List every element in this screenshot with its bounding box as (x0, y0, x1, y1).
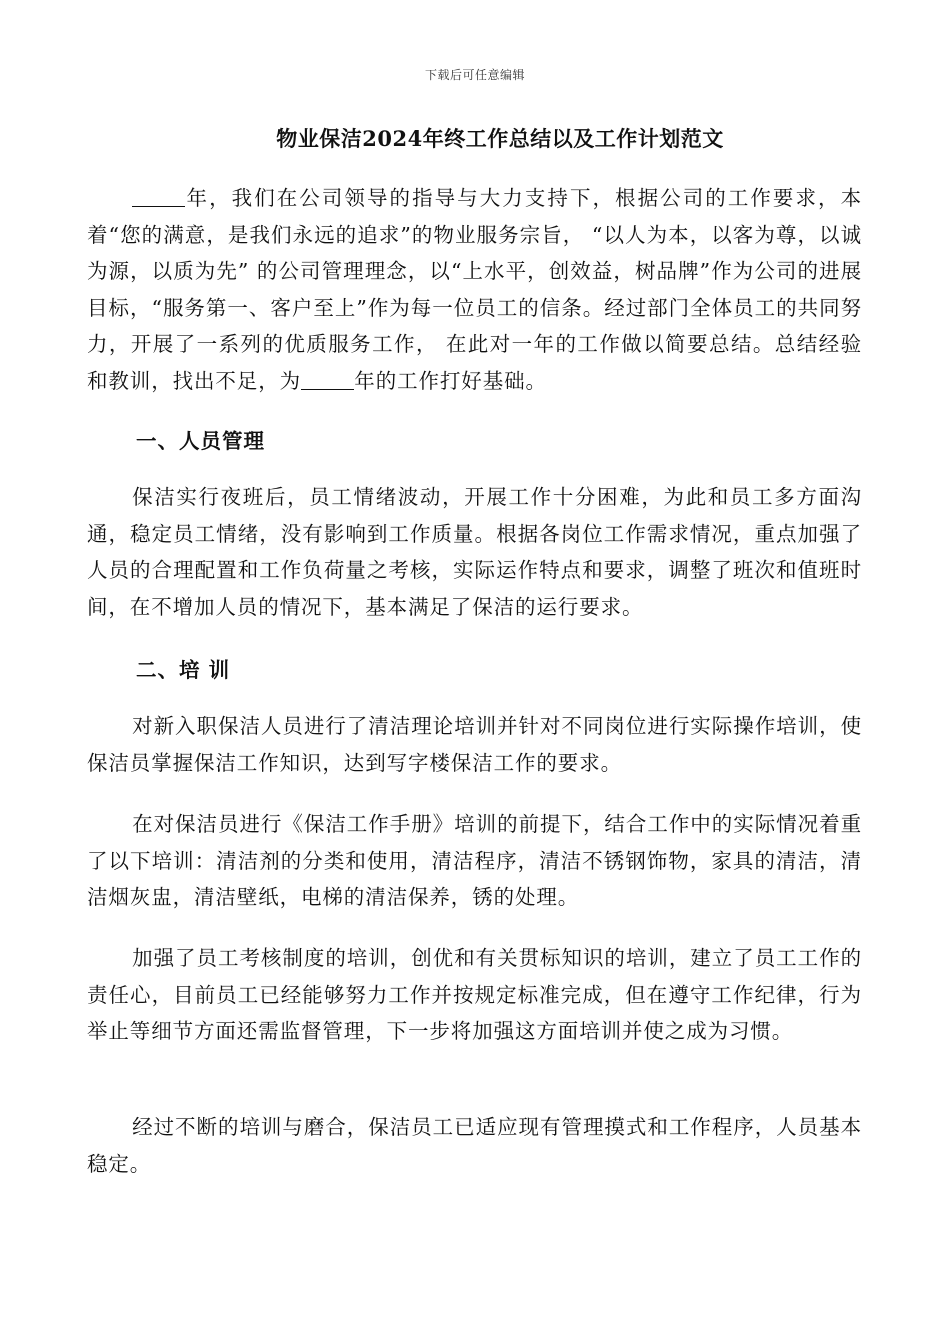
intro-paragraph (87, 180, 862, 399)
intro-text-part-2: 年的工作打好基础。 (354, 368, 547, 393)
training-paragraph: 加强了员工考核制度的培训，创优和有关贯标知识的培训，建立了员工工作的责任心，目前员工已经能够努力工作并按规定标准完成，但在遵守工作纪律，行为举止等细节方面还需监督管理，下一步将加强这方面培训并使之成为习惯。 (87, 946, 862, 1043)
training-paragraph: 在对保洁员进行《保洁工作手册》培训的前提下，结合工作中的实际情况着重了以下培训：清洁剂的分类和使用，清洁程序，清洁不锈钢饰物，家具的清洁，清洁烟灰盅，清洁壁纸，电梯的清洁保养，锈的处理。 (87, 812, 862, 909)
document-title: 物业保洁2024年终工作总结以及工作计划范文 (276, 126, 724, 151)
year-blank (301, 368, 354, 390)
section-heading-training: 二、培 训 (136, 658, 231, 682)
training-paragraph: 对新入职保洁人员进行了清洁理论培训并针对不同岗位进行实际操作培训，使保洁员掌握保洁工作知识，达到写字楼保洁工作的要求。 (87, 714, 862, 775)
year-blank (132, 186, 185, 208)
personnel-paragraph: 保洁实行夜班后，员工情绪波动，开展工作十分困难，为此和员工多方面沟通，稳定员工情绪，没有影响到工作质量。根据各岗位工作需求情况，重点加强了人员的合理配置和工作负荷量之考核，实际运作特点和要求，调整了班次和值班时间，在不增加人员的情况下，基本满足了保洁的运行要求。 (87, 485, 862, 619)
intro-text-part-1: 年，我们在公司领导的指导与大力支持下，根据公司的工作要求，本着“您的满意，是我们永远的追求”的物业服务宗旨， “以人为本，以客为尊，以诚为源，以质为先” 的公司管理理念，以“上水平，创效益，树品牌”作为公司的进展目标，“服务第一、客户至上”作为每一位员工的信条。经过部门全体员工的共同努力，开展了一系列的优质服务工作， 在此对一年的工作做以简要总结。总结经验和教训，找出不足，为 (87, 186, 862, 393)
section-heading-personnel: 一、人员管理 (136, 429, 265, 453)
header-note: 下载后可任意编辑 (424, 68, 525, 82)
training-paragraph: 经过不断的培训与磨合，保洁员工已适应现有管理摸式和工作程序，人员基本稳定。 (87, 1115, 862, 1176)
